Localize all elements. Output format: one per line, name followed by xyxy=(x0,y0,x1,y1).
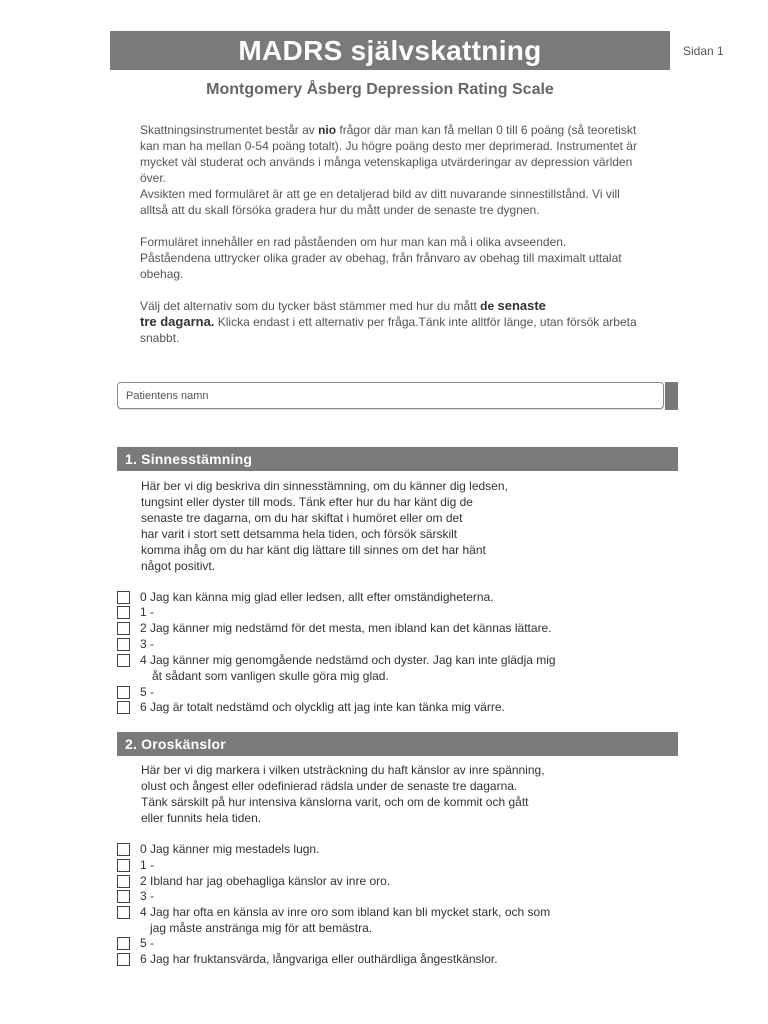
s2-option-4-checkbox[interactable] xyxy=(117,906,130,919)
s2-option-0-label: 0 Jag känner mig mestadels lugn. xyxy=(140,842,320,856)
s2-option-0-checkbox[interactable] xyxy=(117,843,130,856)
question-line: Här ber vi dig beskriva din sinnesstämning, om du känner dig ledsen, xyxy=(141,479,508,493)
question-line: eller funnits hela tiden. xyxy=(141,811,262,825)
s1-option-0-checkbox[interactable] xyxy=(117,591,130,604)
section-1-question xyxy=(141,478,611,574)
intro-bold-nio: nio xyxy=(318,123,337,137)
section-2-header: 2. Oroskänslor xyxy=(117,732,678,756)
scale-subtitle: Montgomery Åsberg Depression Rating Scale xyxy=(206,81,554,98)
s2-option-2-label: 2 Ibland har jag obehagliga känslor av inre oro. xyxy=(140,874,391,888)
intro-paragraph-1 xyxy=(140,122,640,218)
s1-option-6-checkbox[interactable] xyxy=(117,701,130,714)
intro-text: Välj det alternativ som du tycker bäst stämmer med hur du mått xyxy=(140,299,481,313)
patient-name-field-end xyxy=(665,382,678,410)
s1-option-5-checkbox[interactable] xyxy=(117,686,130,699)
s1-option-1-label: 1 - xyxy=(140,605,155,619)
question-line: tungsint eller dyster till mods. Tänk efter hur du har känt dig de xyxy=(141,495,473,509)
s1-option-4-checkbox[interactable] xyxy=(117,654,130,667)
s1-option-3-label: 3 - xyxy=(140,637,155,651)
s2-option-3-label: 3 - xyxy=(140,889,155,903)
s1-option-2-checkbox[interactable] xyxy=(117,622,130,635)
s1-option-5-label: 5 - xyxy=(140,685,155,699)
page-title: MADRS självskattning xyxy=(110,31,670,70)
s2-option-5-label: 5 - xyxy=(140,936,155,950)
intro-bold: senaste xyxy=(497,298,546,313)
patient-name-label: Patientens namn xyxy=(126,390,209,402)
page-number: Sidan 1 xyxy=(683,44,724,58)
question-line: har varit i stort sett detsamma hela tiden, och försök särskilt xyxy=(141,527,458,541)
section-2-question xyxy=(141,762,611,826)
s1-option-3-checkbox[interactable] xyxy=(117,638,130,651)
intro-bold: tre dagarna. xyxy=(140,314,215,329)
s2-option-1-checkbox[interactable] xyxy=(117,859,130,872)
intro-text: Formuläret innehåller en rad påståenden om hur man kan må i olika avseenden. Påståendena uttrycker olika grader av obehag, från frånvaro av obehag till maximalt uttalat obehag. xyxy=(140,235,622,281)
patient-name-field[interactable] xyxy=(117,382,664,409)
question-line: senaste tre dagarna, om du har skiftat i humöret eller om det xyxy=(141,511,463,525)
intro-paragraph-3 xyxy=(140,298,640,346)
intro-bold: de xyxy=(480,299,498,313)
intro-text: frågor där man kan få mellan 0 till 6 poäng (så teoretiskt kan man ha mellan 0-54 poäng totalt). Ju högre poäng desto mer deprimerad. Instrumentet är mycket väl studerat och används i många vetenskapliga utvärderingar av depression världen över. xyxy=(140,123,637,185)
s2-option-5-checkbox[interactable] xyxy=(117,937,130,950)
s2-option-6-label: 6 Jag har fruktansvärda, långvariga eller outhärdliga ångestkänslor. xyxy=(140,952,498,966)
question-line: något positivt. xyxy=(141,559,216,573)
s1-option-4-continuation: åt sådant som vanligen skulle göra mig glad. xyxy=(152,669,389,683)
s1-option-4-label: 4 Jag känner mig genomgående nedstämd och dyster. Jag kan inte glädja mig xyxy=(140,653,556,667)
s2-option-6-checkbox[interactable] xyxy=(117,953,130,966)
question-line: olust och ångest eller odefinierad rädsla under de senaste tre dagarna. xyxy=(141,779,518,793)
question-line: komma ihåg om du har känt dig lättare till sinnes om det har hänt xyxy=(141,543,486,557)
intro-purpose: Avsikten med formuläret är att ge en detaljerad bild av ditt nuvarande sinnestillstånd. Vi vill alltså att du skall försöka gradera hur du mått under de senaste tre dygnen. xyxy=(140,187,620,217)
s1-option-0-label: 0 Jag kan känna mig glad eller ledsen, allt efter omständigheterna. xyxy=(140,590,494,604)
intro-text: Klicka endast i ett alternativ per fråga.Tänk inte alltför länge, utan försök arbeta snabbt. xyxy=(140,315,637,345)
s1-option-2-label: 2 Jag känner mig nedstämd för det mesta, men ibland kan det kännas lättare. xyxy=(140,621,552,635)
s2-option-1-label: 1 - xyxy=(140,858,155,872)
s2-option-4-continuation: jag måste anstränga mig för att bemästra. xyxy=(150,921,373,935)
question-line: Här ber vi dig markera i vilken utsträckning du haft känslor av inre spänning, xyxy=(141,763,545,777)
intro-text: Skattningsinstrumentet består av xyxy=(140,123,319,137)
s1-option-6-label: 6 Jag är totalt nedstämd och olycklig att jag inte kan tänka mig värre. xyxy=(140,700,505,714)
s2-option-3-checkbox[interactable] xyxy=(117,890,130,903)
s1-option-1-checkbox[interactable] xyxy=(117,606,130,619)
intro-paragraph-2 xyxy=(140,234,640,282)
s2-option-4-label: 4 Jag har ofta en känsla av inre oro som ibland kan bli mycket stark, och som xyxy=(140,905,551,919)
section-1-header: 1. Sinnesstämning xyxy=(117,447,678,471)
question-line: Tänk särskilt på hur intensiva känslorna varit, och om de kommit och gått xyxy=(141,795,529,809)
s2-option-2-checkbox[interactable] xyxy=(117,875,130,888)
